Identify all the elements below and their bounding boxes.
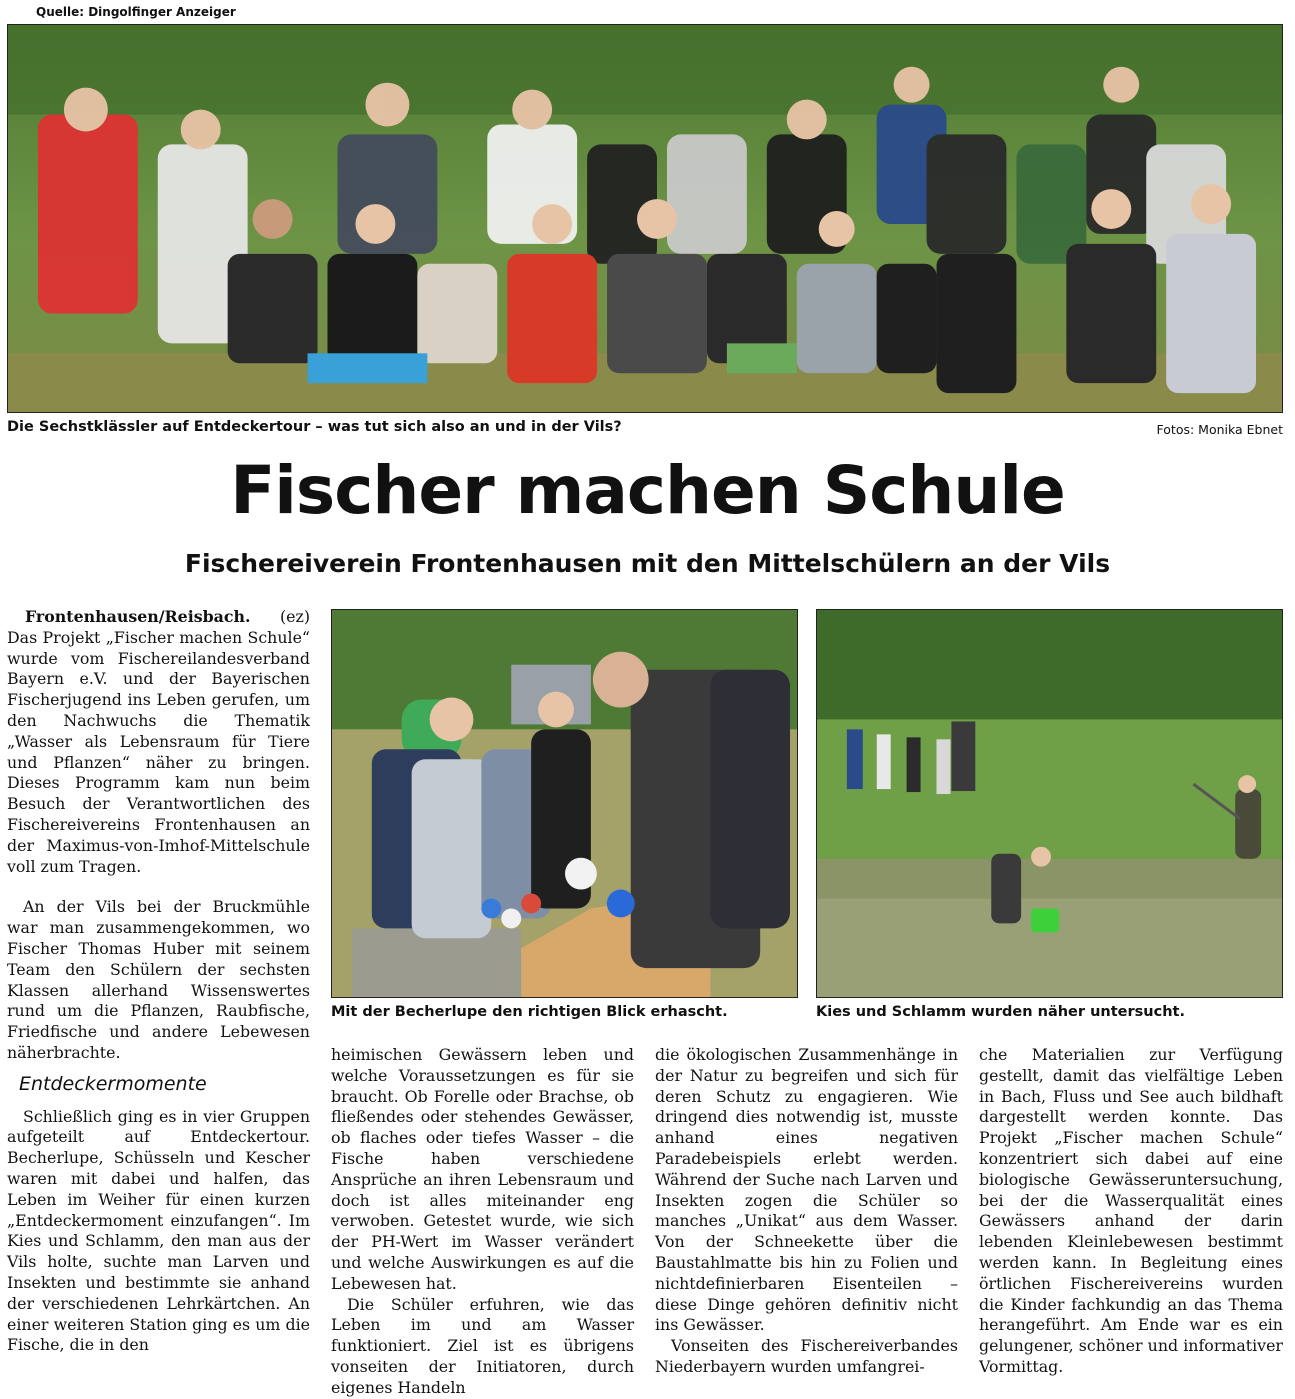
section-subtitle: Entdeckermomente <box>19 1072 207 1095</box>
kies-schlamm-photo <box>816 609 1283 998</box>
article-paragraph: che Materialien zur Verfügung gestellt, damit das vielfältige Leben in Bach, Fluss und See auch bildhaft dargestellt werden konnte. Das Projekt „Fischer machen Schule“ konzentriert sich dabei auf eine biologische Gewässeruntersuchung, bei der die Wasserqualität eines Gewässers anhand der darin lebenden Kleinlebewesen bestimmt werden kann. In Begleitung eines örtlichen Fischereivereins wurden die Kinder fachkundig an das Thema herangeführt. Am Ende war es ein gelungener, schöner und informativer Vormittag. <box>979 1045 1283 1376</box>
article-paragraph: Die Schüler erfuhren, wie das Leben im und am Wasser funktioniert. Ziel ist es übrigens vonseiten der Initiatoren, durch eigenes Handeln <box>331 1294 634 1397</box>
article-column-1 <box>7 607 310 1356</box>
photo-credit: Fotos: Monika Ebnet <box>1156 422 1283 437</box>
dateline: Frontenhausen/Reisbach. <box>25 607 251 626</box>
group-photo <box>7 24 1283 413</box>
article-column-2 <box>331 1045 634 1399</box>
becherlupe-photo <box>331 609 798 998</box>
article-column-3 <box>655 1045 958 1378</box>
author-tag: (ez) <box>280 607 310 626</box>
left-photo-caption: Mit der Becherlupe den richtigen Blick erhascht. <box>331 1004 728 1020</box>
article-paragraph: An der Vils bei der Bruckmühle war man zusammengekommen, wo Fischer Thomas Huber mit seinem Team den Schülern der sechsten Klassen allerhand Wissenswertes rund um die Pflanzen, Raubfische, Friedfische und andere Lebewesen näherbrachte. <box>7 897 310 1062</box>
top-photo-caption: Die Sechstklässler auf Entdeckertour – was tut sich also an und in der Vils? <box>7 419 622 435</box>
source-line: Quelle: Dingolfinger Anzeiger <box>36 5 236 19</box>
article-paragraph: Schließlich ging es in vier Gruppen aufgeteilt auf Entdeckertour. Becherlupe, Schüsseln und Kescher waren mit dabei und halfen, das Leben im Weiher für einen kurzen „Entdeckermoment einzufangen“. Im Kies und Schlamm, den man aus der Vils holte, suchte man Larven und Insekten und bestimmte sie anhand der verschiedenen Lehrkärtchen. An einer weiteren Station ging es um die Fische, die in den <box>7 1106 310 1355</box>
article-paragraph: heimischen Gewässern leben und welche Voraussetzungen es für sie braucht. Ob Forelle oder Brachse, ob fließendes oder stehendes Gewässer, ob flaches oder tiefes Wasser – die Fische haben verschiedene Ansprüche an ihren Lebensraum und doch ist alles miteinander eng verwoben. Getestet wurde, wie sich der PH-Wert im Wasser verändert und welche Auswirkungen es auf die Lebewesen hat. <box>331 1045 634 1293</box>
article-paragraph: Das Projekt „Fischer machen Schule“ wurde vom Fischereilandesverband Bayern e.V. und der Bayerischen Fischerjugend ins Leben gerufen, um den Nachwuchs die Thematik „Wasser als Lebensraum für Tiere und Pflanzen“ näher zu bringen. Dieses Programm kam nun beim Besuch der Verantwortlichen des Fischereivereins Frontenhausen an der Maximus-von-Imhof-Mittelschule voll zum Tragen. <box>7 627 310 876</box>
subheadline: Fischereiverein Frontenhausen mit den Mittelschülern an der Vils <box>184 549 1111 578</box>
headline: Fischer machen Schule <box>230 452 1065 529</box>
article-paragraph: die ökologischen Zusammenhänge in der Natur zu begreifen und sich für deren Schutz zu engagieren. Wie dringend dies notwendig ist, musste anhand eines negativen Paradebeispiels erlebt werden. Während der Suche nach Larven und Insekten zogen die Schüler so manches „Unikat“ aus dem Wasser. Von der Schneekette über die Baustahlmatte bis hin zu Folien und nichtdefinierbaren Eisenteilen – diese Dinge gehören definitiv nicht ins Gewässer. <box>655 1045 958 1335</box>
right-photo-caption: Kies und Schlamm wurden näher untersucht. <box>816 1004 1185 1020</box>
article-paragraph: Vonseiten des Fischereiverbandes Niederbayern wurden umfangrei- <box>655 1336 958 1376</box>
article-column-4 <box>979 1045 1283 1378</box>
